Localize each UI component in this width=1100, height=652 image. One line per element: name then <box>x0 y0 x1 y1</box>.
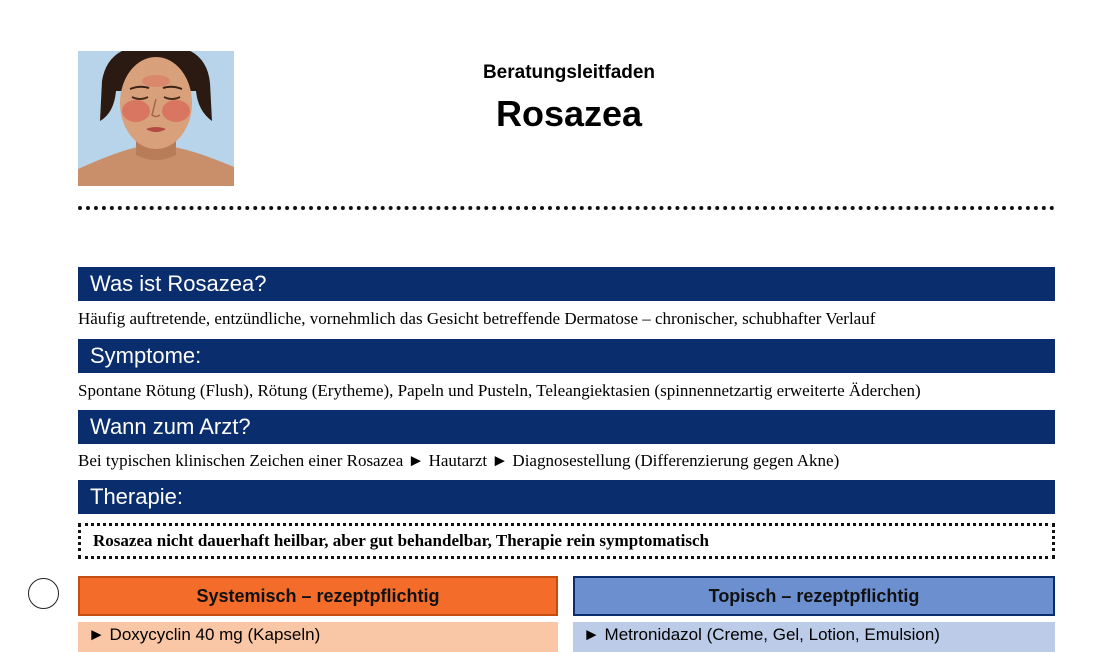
section-heading-therapy: Therapie: <box>78 480 1055 514</box>
section-heading-symptoms: Symptome: <box>78 339 1055 373</box>
topical-item: ► Metronidazol (Creme, Gel, Lotion, Emulsion) <box>573 622 1055 652</box>
systemic-heading: Systemisch – rezeptpflichtig <box>78 576 558 616</box>
systemic-item: ► Doxycyclin 40 mg (Kapseln) <box>78 622 558 652</box>
section-text-doctor: Bei typischen klinischen Zeichen einer Rosazea ► Hautarzt ► Diagnosestellung (Differenzierung gegen Akne) <box>78 451 840 470</box>
section-heading-doctor: Wann zum Arzt? <box>78 410 1055 444</box>
section-heading-what: Was ist Rosazea? <box>78 267 1055 301</box>
empty-circle-marker-icon <box>28 578 59 609</box>
document-subtitle: Beratungsleitfaden <box>482 62 656 83</box>
section-text-symptoms: Spontane Rötung (Flush), Rötung (Erytheme), Papeln und Pusteln, Teleangiektasien (spinnennetzartig erweiterte Äderchen) <box>78 381 921 400</box>
therapy-note: Rosazea nicht dauerhaft heilbar, aber gut behandelbar, Therapie rein symptomatisch <box>78 523 1055 559</box>
section-text-what: Häufig auftretende, entzündliche, vornehmlich das Gesicht betreffende Dermatose – chronischer, schubhafter Verlauf <box>78 309 876 328</box>
rosacea-face-illustration <box>78 51 234 186</box>
dotted-divider <box>78 206 1055 210</box>
document-title: Rosazea <box>495 93 643 134</box>
topical-heading: Topisch – rezeptpflichtig <box>573 576 1055 616</box>
